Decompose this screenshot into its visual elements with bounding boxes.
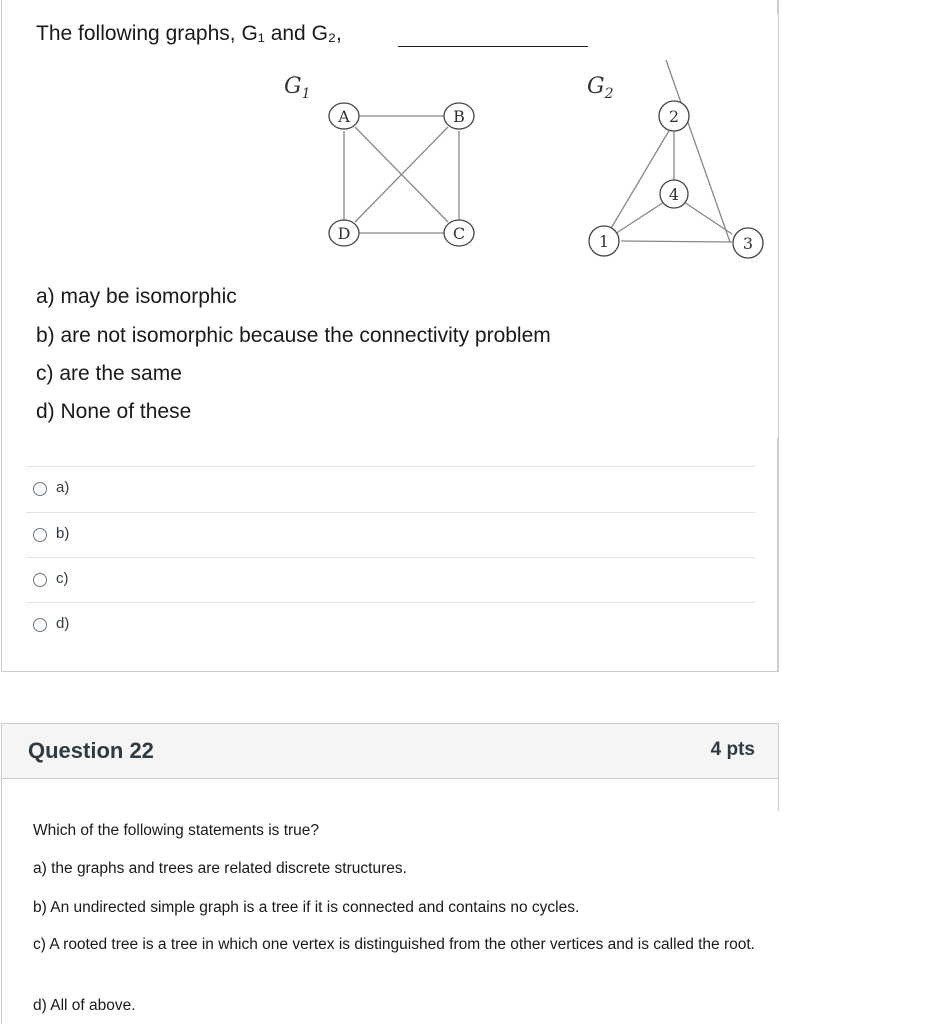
- answer-label-d: d): [56, 615, 70, 632]
- radio-c[interactable]: [33, 573, 47, 587]
- node-2-label: 2: [668, 107, 680, 126]
- answer-label-a: a): [56, 479, 70, 496]
- node-b-label: B: [453, 107, 465, 126]
- card-border-segment: [778, 779, 779, 811]
- radio-d[interactable]: [33, 618, 47, 632]
- question-22-points: 4 pts: [710, 739, 755, 760]
- question-22-header: [1, 723, 779, 779]
- answer-option-c[interactable]: [26, 557, 755, 602]
- answer-option-b[interactable]: [26, 512, 755, 557]
- answer-option-a[interactable]: [26, 466, 755, 511]
- q22-statement-d: d) All of above.: [33, 997, 136, 1014]
- g2-label: $G_2$: [587, 74, 614, 102]
- answer-option-d[interactable]: [26, 602, 755, 647]
- edge-1-3: [621, 241, 732, 242]
- g1-label: $G_1$: [284, 74, 311, 102]
- node-3-label: 3: [742, 234, 754, 253]
- fill-in-blank-line: [398, 46, 588, 47]
- question-22-prompt: Which of the following statements is true?: [33, 822, 320, 839]
- edge-4-3: [684, 202, 732, 234]
- q22-statement-a: a) the graphs and trees are related discrete structures.: [33, 860, 407, 877]
- node-4-label: 4: [668, 185, 680, 204]
- statement-b: b) are not isomorphic because the connectivity problem: [36, 324, 551, 347]
- question-21-prompt: The following graphs, G₁ and G₂,: [36, 22, 342, 45]
- node-1-label: 1: [598, 232, 610, 251]
- radio-a[interactable]: [33, 482, 47, 496]
- graph-g1: [284, 74, 474, 246]
- node-c-label: C: [452, 224, 466, 243]
- answer-label-c: c): [56, 570, 69, 587]
- answer-label-b: b): [56, 525, 70, 542]
- card-border-segment: [1, 779, 2, 1024]
- statement-c: c) are the same: [36, 362, 182, 385]
- graph-g2: [587, 60, 763, 258]
- edge-4-1: [615, 202, 664, 234]
- node-d-label: D: [337, 224, 351, 243]
- edge-2-1: [610, 129, 670, 230]
- question-22-title: Question 22: [28, 738, 154, 763]
- graphs-figure: [260, 60, 780, 270]
- q22-statement-b: b) An undirected simple graph is a tree if it is connected and contains no cycles.: [33, 899, 580, 916]
- radio-b[interactable]: [33, 528, 47, 542]
- node-a-label: A: [338, 107, 350, 126]
- answers-border: [777, 438, 779, 672]
- statement-d: d) None of these: [36, 400, 192, 423]
- edge-2-3: [666, 60, 730, 242]
- q22-statement-c: c) A rooted tree is a tree in which one vertex is distinguished from the other vertices and is called the root.: [33, 936, 755, 953]
- statement-a: a) may be isomorphic: [36, 285, 237, 308]
- card-border-segment: [777, 0, 779, 14]
